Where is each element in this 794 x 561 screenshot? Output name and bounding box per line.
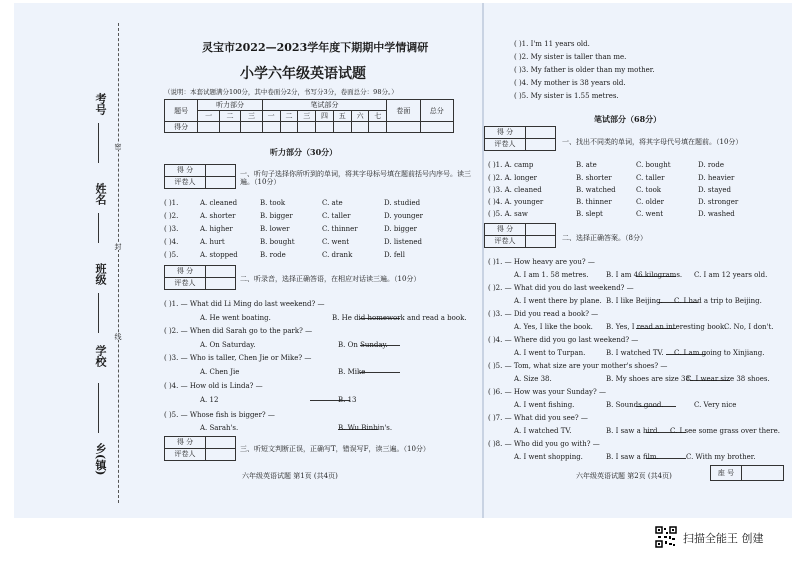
option: B. bigger [260, 212, 293, 220]
score-col: 二 [280, 111, 298, 122]
option: B. He did homework and read a book. [332, 314, 467, 322]
question: ( )4. — Where did you go last weekend? — [488, 336, 639, 344]
option: B. lower [260, 225, 290, 233]
cut-mark-feng: 封 [114, 243, 122, 250]
option: D. stayed [698, 186, 731, 194]
option: A. I watched TV. [514, 427, 572, 435]
list-item: ( )1. [164, 199, 179, 207]
list-item: ( )3. My father is older than my mother. [514, 66, 655, 74]
option: B. On Sunday. [338, 341, 388, 349]
listening-sec1-title: 一、听句子选择你所听到的单词，将其字母标号填在题前括号内序号。读三遍。（10分） [240, 170, 471, 186]
cut-mark-xian: 线 [114, 333, 122, 340]
option: B. I like Beijing. [606, 297, 663, 305]
list-item: ( )5. My sister is 1.55 metres. [514, 92, 619, 100]
option: B. I saw a bird. [606, 427, 660, 435]
score-col: 一 [198, 111, 219, 122]
option: A. cleaned [200, 199, 238, 207]
binding-label-name: 姓名 [94, 183, 107, 205]
option: B. 13 [338, 396, 357, 404]
option: A. I went there by plane. [514, 297, 602, 305]
question: ( )8. — Who did you go with? — [488, 440, 600, 448]
option: D. heavier [698, 174, 735, 182]
score-box-defen: 得 分 [165, 165, 206, 176]
list-item: ( )2. My sister is taller than me. [514, 53, 627, 61]
score-box-defen: 得 分 [485, 224, 526, 235]
option: B. took [260, 199, 286, 207]
option: C. No, I don't. [724, 323, 774, 331]
list-item: ( )2. [164, 212, 179, 220]
option: A. I went shopping. [514, 453, 583, 461]
option: A. shorter [200, 212, 236, 220]
option: B. bought [260, 238, 295, 246]
score-box-defen: 得 分 [165, 266, 206, 277]
written-heading: 笔试部分（68分） [594, 114, 662, 124]
option: B. shorter [576, 174, 612, 182]
score-box-grader: 评卷人 [485, 139, 526, 150]
option: D. washed [698, 210, 735, 218]
binding-margin [14, 3, 132, 518]
score-table-total: 总分 [420, 100, 453, 122]
score-row-label: 得分 [165, 122, 198, 133]
qr-code-icon [655, 526, 677, 548]
written-sec2-title: 二、选择正确答案。（8分） [562, 234, 647, 242]
listening-sec3-title: 三、听短文判断正误，正确写T，错误写F，读三遍。（10分） [240, 445, 430, 453]
option: C. took [636, 186, 662, 194]
score-box [484, 223, 556, 248]
option: A. 12 [200, 396, 219, 404]
score-box [164, 164, 236, 189]
option: D. studied [384, 199, 421, 207]
question: ( )4. — How old is Linda? — [164, 382, 263, 390]
option: C. thinner [322, 225, 358, 233]
score-box-defen: 得 分 [165, 437, 206, 448]
written-sec1-title: 一、找出不同类的单词，将其字母代号填在题前。（10分） [562, 138, 743, 146]
score-col: 三 [241, 111, 263, 122]
option: C. I am 12 years old. [694, 271, 768, 279]
page2-footer: 六年级英语试题 第2页 (共4页) [576, 472, 672, 480]
score-col: 三 [298, 111, 316, 122]
option: C. I see some grass over there. [670, 427, 780, 435]
score-col: 六 [351, 111, 369, 122]
option: A. He went boating. [200, 314, 271, 322]
option: C. older [636, 198, 664, 206]
list-item: ( )4. A. younger [488, 198, 544, 206]
list-item: ( )4. [164, 238, 179, 246]
option: A. I went fishing. [514, 401, 575, 409]
list-item: ( )1. A. camp [488, 161, 534, 169]
exam-scan [14, 3, 792, 518]
score-table-written: 笔试部分 [262, 100, 386, 111]
option: D. listened [384, 238, 422, 246]
question: ( )6. — How was your Sunday? — [488, 388, 606, 396]
score-col: 七 [369, 111, 387, 122]
option: C. went [636, 210, 664, 218]
option: A. Yes, I like the book. [514, 323, 593, 331]
option: C. went [322, 238, 350, 246]
option: C. Very nice [694, 401, 737, 409]
score-table-qno: 题号 [165, 100, 198, 122]
option: D. younger [384, 212, 423, 220]
question: ( )2. — When did Sarah go to the park? — [164, 327, 313, 335]
option: B. Mike [338, 368, 366, 376]
list-item: ( )1. I'm 11 years old. [514, 40, 590, 48]
exam-note: （说明：本套试题满分100分，其中卷面分2分，书写分3分，卷面总分：98分。） [164, 88, 398, 96]
option: A. I am 1. 58 metres. [514, 271, 589, 279]
score-box-grader: 评卷人 [485, 236, 526, 247]
option: C. I had a trip to Beijing. [674, 297, 762, 305]
seat-number-box [710, 465, 784, 481]
list-item: ( )5. [164, 251, 179, 259]
page1-footer: 六年级英语试题 第1页 (共4页) [242, 472, 338, 480]
score-box-grader: 评卷人 [165, 449, 206, 460]
option: A. Sarah's. [200, 424, 239, 432]
option: B. My shoes are size 38. [606, 375, 693, 383]
list-item: ( )3. [164, 225, 179, 233]
score-col: 一 [262, 111, 280, 122]
listening-heading: 听力部分（30分） [270, 147, 338, 157]
option: A. Size 38. [514, 375, 552, 383]
question: ( )3. — Did you read a book? — [488, 310, 599, 318]
score-box [164, 436, 236, 461]
option: D. stronger [698, 198, 739, 206]
listening-sec2-title: 二、听录音，选择正确答语，在相应对话读三遍。（10分） [240, 275, 421, 283]
option: C. drank [322, 251, 353, 259]
option: A. I went to Turpan. [514, 349, 586, 357]
option: D. fell [384, 251, 406, 259]
cut-line [118, 23, 119, 503]
score-table [164, 99, 454, 133]
option: A. Chen Jie [200, 368, 240, 376]
option: A. On Saturday. [200, 341, 256, 349]
option: B. rode [260, 251, 286, 259]
score-col: 四 [316, 111, 334, 122]
score-box-defen: 得 分 [485, 127, 526, 138]
score-col: 二 [219, 111, 240, 122]
option: B. Yes, I read an interesting book. [606, 323, 727, 331]
option: B. slept [576, 210, 603, 218]
option: D. rode [698, 161, 724, 169]
binding-label-school: 学校 [94, 345, 107, 367]
list-item: ( )5. A. saw [488, 210, 528, 218]
seat-number-label: 座 号 [711, 466, 742, 480]
list-item: ( )3. A. cleaned [488, 186, 542, 194]
score-box [484, 126, 556, 151]
option: C. With my brother. [686, 453, 756, 461]
score-col: 五 [333, 111, 351, 122]
option: B. thinner [576, 198, 612, 206]
cut-mark-mi: 密 [114, 143, 122, 150]
list-item: ( )2. A. longer [488, 174, 538, 182]
option: A. higher [200, 225, 233, 233]
option: B. watched [576, 186, 616, 194]
binding-label-class: 班级 [94, 263, 107, 285]
score-box-grader: 评卷人 [165, 278, 206, 289]
exam-title: 小学六年级英语试题 [240, 66, 366, 82]
question: ( )5. — Whose fish is bigger? — [164, 411, 275, 419]
option: A. hurt [200, 238, 225, 246]
option: D. bigger [384, 225, 417, 233]
question: ( )1. — How heavy are you? — [488, 258, 595, 266]
binding-label-town: 乡(镇) [94, 443, 107, 476]
option: B. I saw a film. [606, 453, 659, 461]
watermark-text: 扫描全能王 创建 [683, 532, 764, 545]
binding-label-exam-no: 考号 [94, 93, 107, 115]
option: B. I am 46 kilograms. [606, 271, 683, 279]
question: ( )5. — Tom, what size are your mother's shoes? — [488, 362, 668, 370]
score-table-listening: 听力部分 [198, 100, 262, 111]
score-box [164, 265, 236, 290]
exam-source: 灵宝市2022—2023学年度下期期中学情调研 [202, 41, 429, 54]
option: C. taller [322, 212, 351, 220]
option: C. I am going to Xinjiang. [674, 349, 765, 357]
option: C. taller [636, 174, 665, 182]
score-box-grader: 评卷人 [165, 177, 206, 188]
option: A. stopped [200, 251, 238, 259]
page-fold [482, 3, 484, 518]
question: ( )3. — Who is taller, Chen Jie or Mike? — [164, 354, 312, 362]
option: B. ate [576, 161, 597, 169]
question: ( )7. — What did you see? — [488, 414, 588, 422]
list-item: ( )4. My mother is 38 years old. [514, 79, 626, 87]
question: ( )1. — What did Li Ming do last weekend? — [164, 300, 325, 308]
option: C. I wear size 38 shoes. [686, 375, 770, 383]
option: C. ate [322, 199, 343, 207]
option: B. I watched TV. [606, 349, 664, 357]
option: B. Wu Binbin's. [338, 424, 393, 432]
question: ( )2. — What did you do last weekend? — [488, 284, 634, 292]
option: C. bought [636, 161, 671, 169]
option: B. Sounds good. [606, 401, 664, 409]
score-table-neatness: 卷面 [387, 100, 420, 122]
